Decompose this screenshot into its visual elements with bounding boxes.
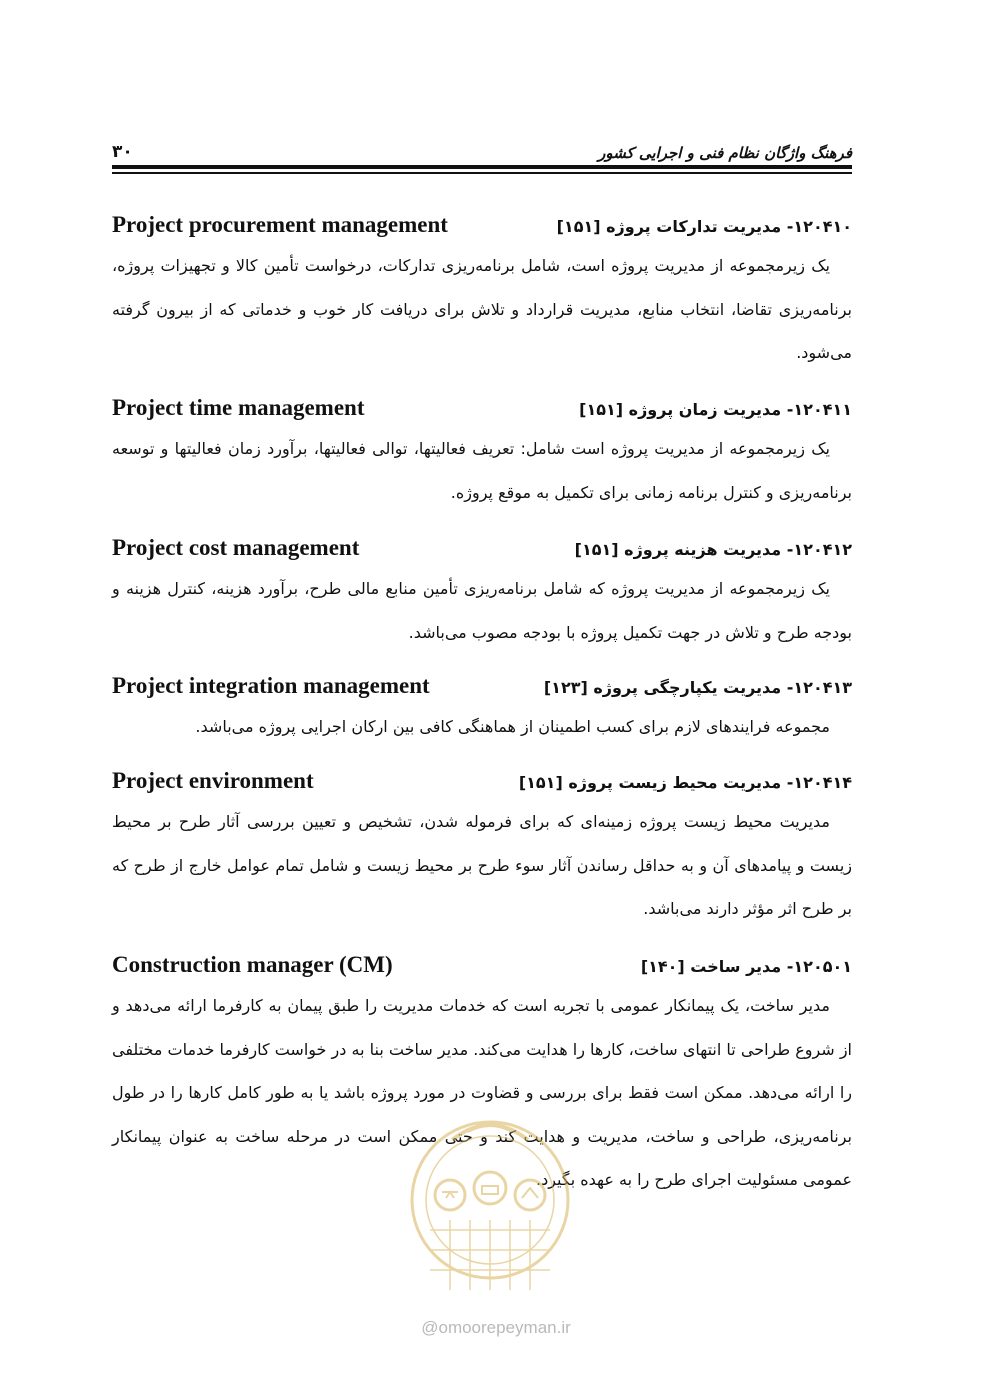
english-term: Project environment — [112, 768, 314, 793]
persian-term: ۱۲۰۴۱۳- مدیریت یکپارچگی پروژه [۱۲۳] — [543, 678, 852, 697]
english-term: Project integration management — [112, 673, 430, 698]
entry-definition: مجموعه فرایندهای لازم برای کسب اطمینان از هماهنگی کافی بین ارکان اجرایی پروژه می‌باشد. — [195, 717, 830, 736]
running-title: فرهنگ واژگان نظام فنی و اجرایی کشور — [598, 144, 852, 162]
entry-heading — [112, 673, 852, 705]
entry-heading — [112, 768, 852, 800]
entry-definition: مدیریت محیط زیست پروژه زمینه‌ای که برای فرموله شدن، تشخیص و تعیین بررسی آثار طرح بر محیط زیست و پیامدهای آن و به حداقل رساندن آثار سوء طرح بر محیط زیست و شامل تمام عوامل خارج از طرح که بر طرح اثر مؤثر دارند می‌باشد. — [112, 812, 852, 919]
english-term: Project procurement management — [112, 212, 448, 237]
english-term: Project time management — [112, 395, 365, 420]
header-rule-thin — [112, 172, 852, 174]
persian-term: ۱۲۰۴۱۴- مدیریت محیط زیست پروژه [۱۵۱] — [518, 773, 852, 792]
entry-heading — [112, 535, 852, 567]
emblem-logo-icon — [390, 1080, 590, 1320]
glossary-entry — [112, 212, 852, 375]
entry-definition: یک زیرمجموعه از مدیریت پروژه است شامل: تعریف فعالیتها، توالی فعالیتها، برآورد زمان فعالیتها و توسعه برنامه‌ریزی و کنترل برنامه زمانی برای تکمیل به موقع پروژه. — [112, 439, 852, 502]
entry-heading — [112, 212, 852, 244]
persian-term: ۱۲۰۵۰۱- مدیر ساخت [۱۴۰] — [640, 957, 852, 976]
entry-definition: یک زیرمجموعه از مدیریت پروژه که شامل برنامه‌ریزی تأمین منابع مالی طرح، برآورد هزینه، کنترل هزینه و بودجه طرح و تلاش در جهت تکمیل پروژه با بودجه مصوب می‌باشد. — [112, 579, 852, 642]
header-rule-thick — [112, 165, 852, 169]
entry-heading — [112, 395, 852, 427]
persian-term: ۱۲۰۴۱۲- مدیریت هزینه پروژه [۱۵۱] — [574, 540, 852, 559]
page-number: ۳۰ — [112, 142, 133, 162]
persian-term: ۱۲۰۴۱۰- مدیریت تدارکات پروژه [۱۵۱] — [556, 217, 852, 236]
page-header — [112, 128, 852, 162]
entry-heading — [112, 952, 852, 984]
entry-definition: مدیر ساخت، یک پیمانکار عمومی با تجربه است که خدمات مدیریت را طبق پیمان به کارفرما ارائه می‌دهد و از شروع طراحی تا انتهای ساخت، کارها را هدایت می‌کند. مدیر ساخت بنا به در خواست کارفرما خدمات مختلفی را ارائه می‌دهد. ممکن است فقط برای بررسی و قضاوت در مورد پروژه باشد یا به طور کامل کارها را در طول برنامه‌ریزی، طراحی و ساخت، مدیریت و هدایت کند و حتی ممکن است در مرحله ساخت به عنوان پیمانکار عمومی مسئولیت اجرای طرح را به عهده بگیرد. — [112, 996, 852, 1190]
glossary-entry — [112, 395, 852, 514]
watermark-site-label: omoorepeyman.ir — [438, 1318, 571, 1337]
at-icon: @ — [421, 1318, 439, 1337]
glossary-entry — [112, 768, 852, 931]
entry-definition: یک زیرمجموعه از مدیریت پروژه است، شامل برنامه‌ریزی تدارکات، درخواست تأمین کالا و تجهیزات پروژه، برنامه‌ریزی تقاضا، انتخاب منابع، مدیریت قرارداد و تلاش برای دریافت کار خوب و خدماتی که از بیرون گرفته می‌شود. — [112, 256, 852, 363]
persian-term: ۱۲۰۴۱۱- مدیریت زمان پروژه [۱۵۱] — [579, 400, 852, 419]
glossary-entry — [112, 535, 852, 654]
glossary-entry — [112, 673, 852, 749]
english-term: Project cost management — [112, 535, 360, 560]
english-term: Construction manager (CM) — [112, 952, 393, 977]
watermark-site-text — [0, 1318, 992, 1338]
